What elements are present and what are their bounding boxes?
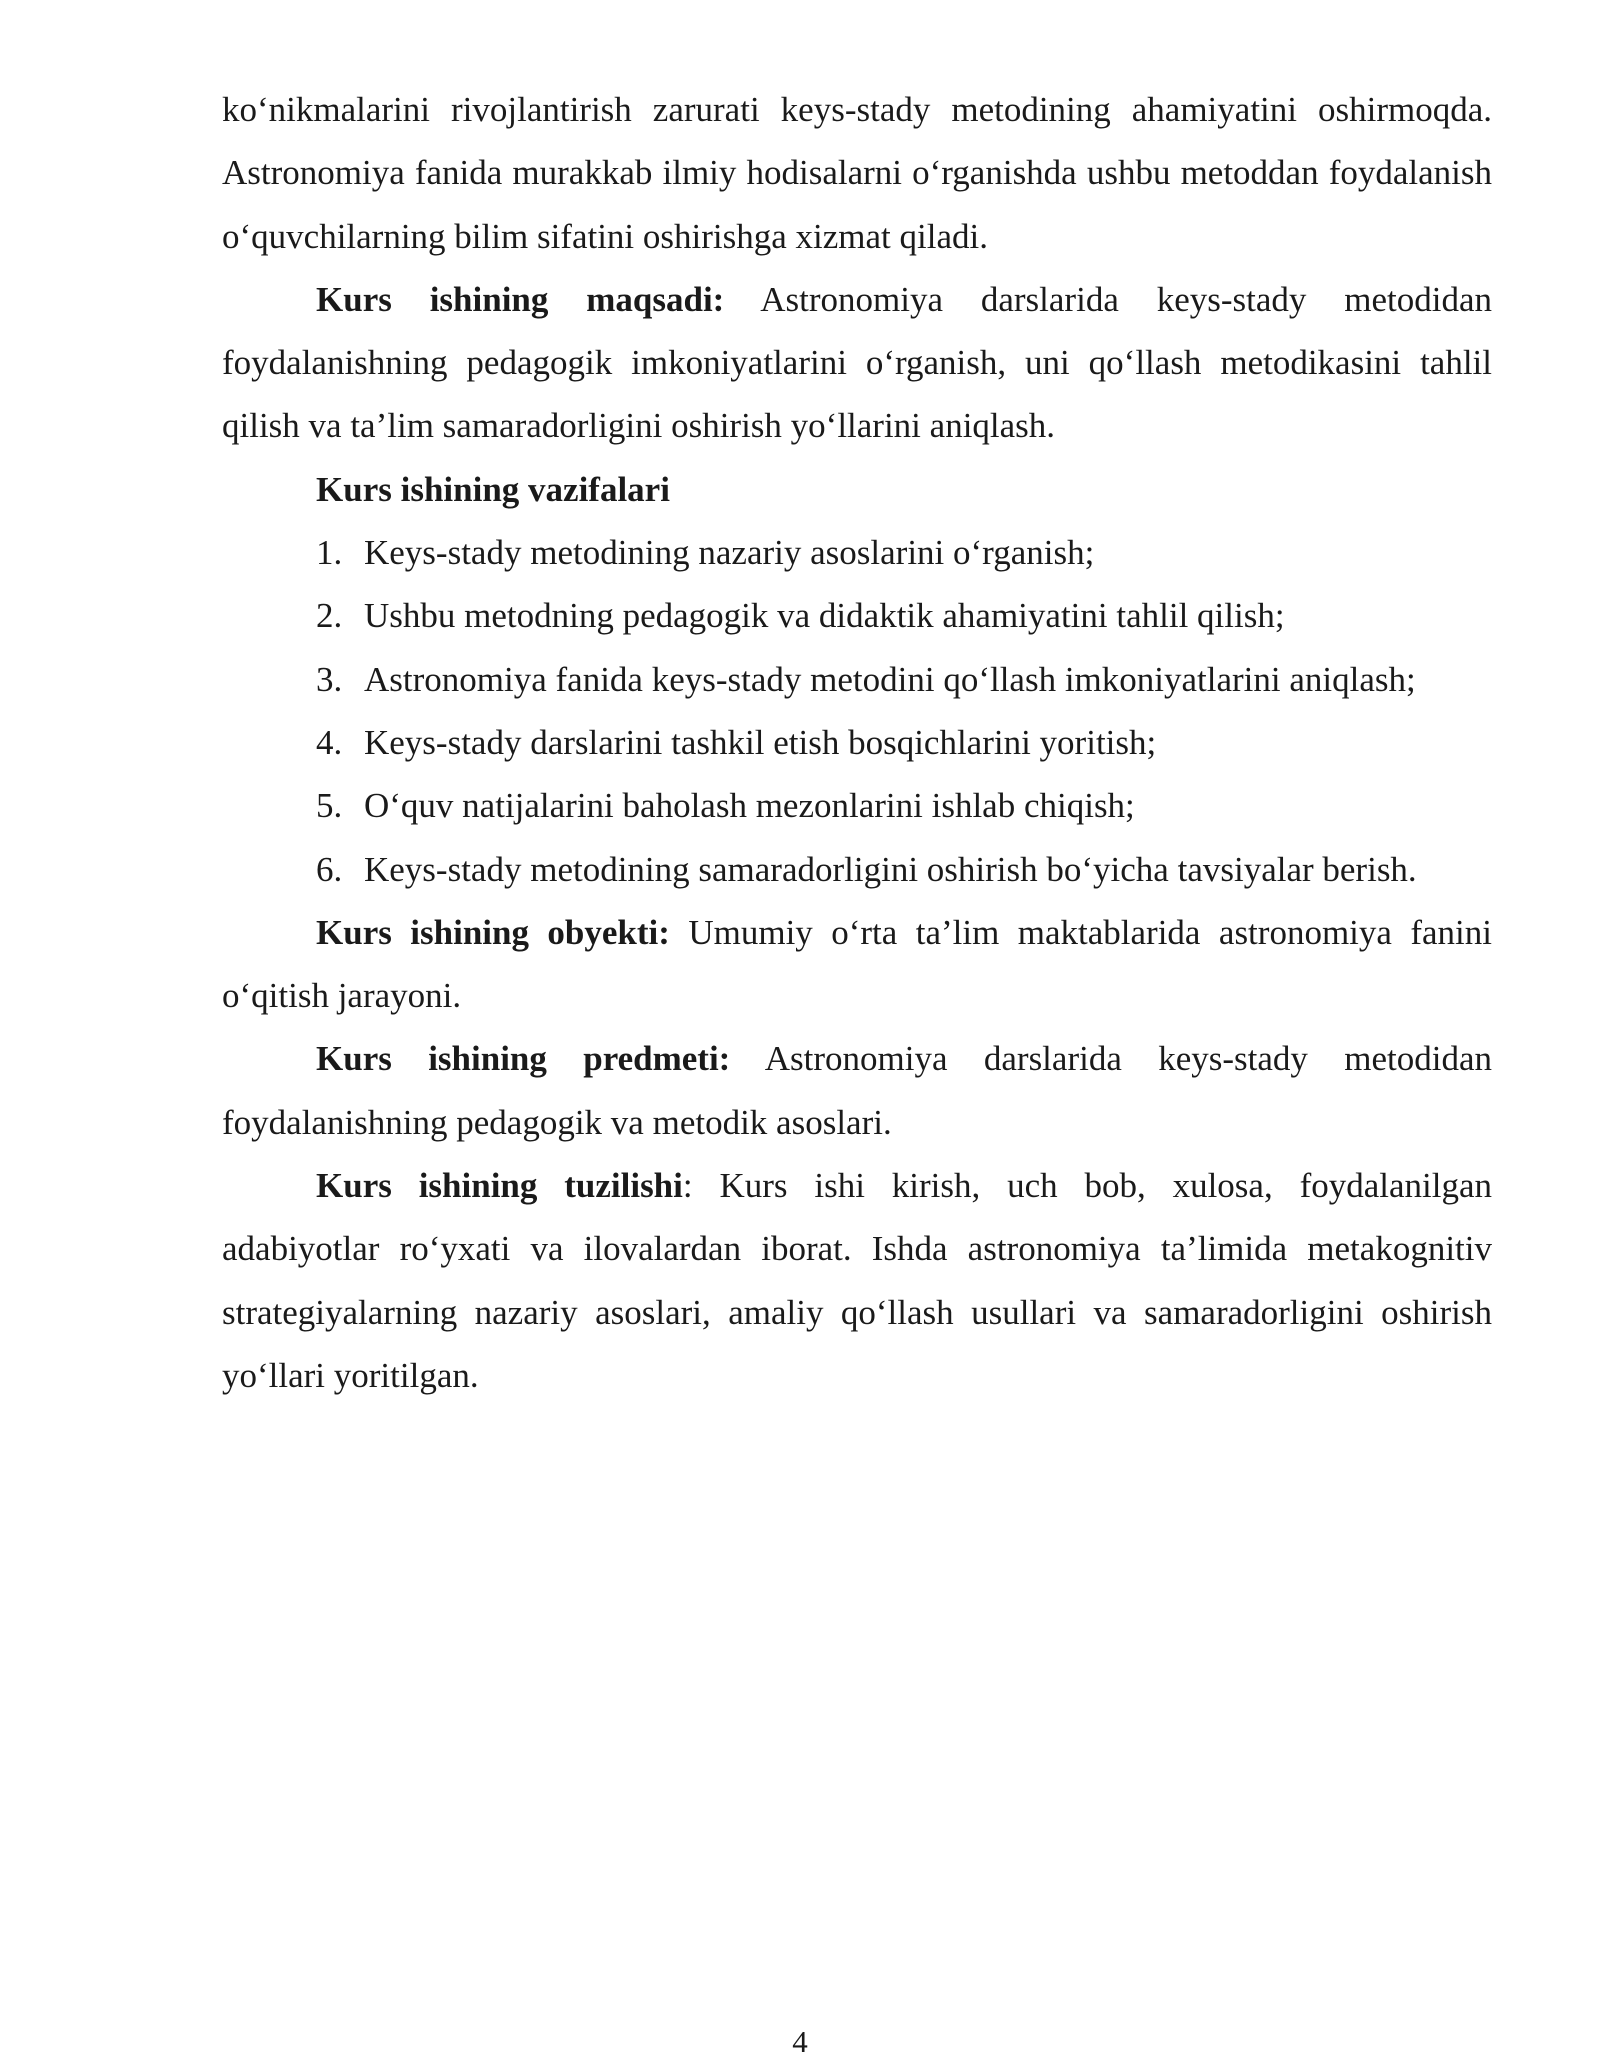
structure-text: : Kurs ishi kirish, uch bob, xulosa, foydalanilgan adabiyotlar ro‘yxati va ilovalardan iborat. Ishda astronomiya ta’limida metakognitiv strategiyalarning nazariy asoslari, amaliy qo‘llash usullari va samaradorligini oshirish yo‘llari yoritilgan. [222,1166,1492,1395]
list-item [222,774,1492,837]
intro-paragraph: ko‘nikmalarini rivojlantirish zarurati keys-stady metodining ahamiyatini oshirmoqda. Astronomiya fanida murakkab ilmiy hodisalarni o‘rganishda ushbu metoddan foydalanish o‘quvchilarning bilim sifatini oshirishga xizmat qiladi. [222,90,1492,256]
list-item-text: O‘quv natijalarini baholash mezonlarini ishlab chiqish; [364,786,1135,826]
document-body [222,78,1492,1407]
tasks-list [222,521,1492,901]
list-item-text: Keys-stady darslarini tashkil etish bosqichlarini yoritish; [364,722,1157,762]
list-item-number: 6. [316,849,343,889]
structure-paragraph [222,1154,1492,1407]
list-item-number: 1. [316,533,343,573]
structure-label: Kurs ishining tuzilishi [316,1166,683,1206]
subject-label: Kurs ishining predmeti: [316,1039,731,1079]
goal-label: Kurs ishining maqsadi: [316,279,725,319]
tasks-heading: Kurs ishining vazifalari [316,469,670,509]
list-item-number: 4. [316,722,343,762]
list-item [222,838,1492,901]
list-item-text: Ushbu metodning pedagogik va didaktik ahamiyatini tahlil qilish; [364,596,1285,636]
list-item [222,584,1492,647]
subject-text: Astronomiya darslarida keys-stady metodidan foydalanishning pedagogik va metodik asoslari. [222,1039,1492,1142]
subject-paragraph [222,1027,1492,1154]
page-number: 4 [792,2024,808,2059]
list-item [222,648,1492,711]
list-item-number: 3. [316,659,343,699]
goal-paragraph [222,268,1492,458]
list-item-number: 5. [316,786,343,826]
list-item-number: 2. [316,596,343,636]
list-item-text: Keys-stady metodining nazariy asoslarini o‘rganish; [364,533,1095,573]
object-paragraph [222,901,1492,1028]
list-item-text: Keys-stady metodining samaradorligini oshirish bo‘yicha tavsiyalar berish. [364,849,1417,889]
list-item [222,711,1492,774]
goal-text: Astronomiya darslarida keys-stady metodidan foydalanishning pedagogik imkoniyatlarini o‘rganish, uni qo‘llash metodikasini tahlil qilish va ta’lim samaradorligini oshirish yo‘llarini aniqlash. [222,279,1492,446]
list-item-text: Astronomiya fanida keys-stady metodini qo‘llash imkoniyatlarini aniqlash; [364,659,1416,699]
object-text: Umumiy o‘rta ta’lim maktablarida astronomiya fanini o‘qitish jarayoni. [222,912,1492,1016]
object-label: Kurs ishining obyekti: [316,912,670,952]
list-item [222,521,1492,584]
